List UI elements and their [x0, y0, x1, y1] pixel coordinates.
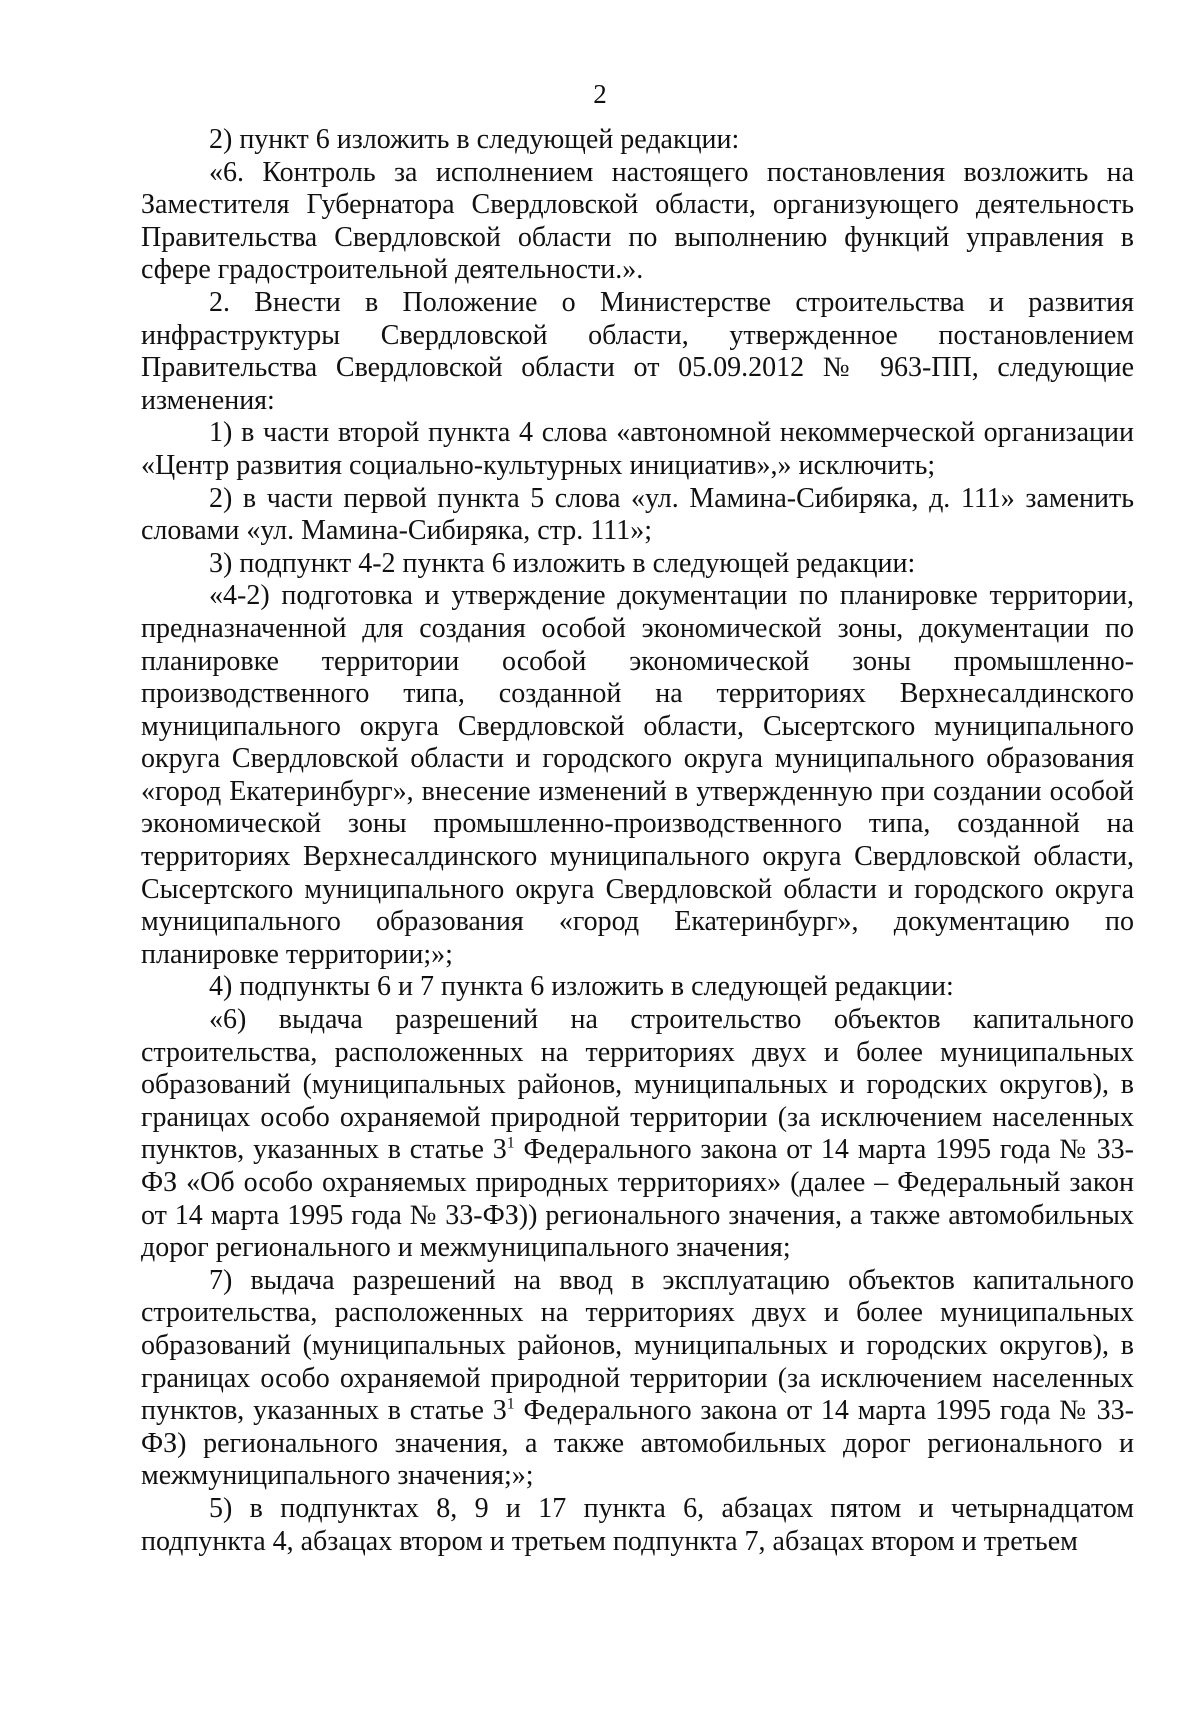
paragraph-amendment-5: 5) в подпунктах 8, 9 и 17 пункта 6, абзацах пятом и четырнадцатом подпункта 4, абзацах втором и третьем подпункта 7, абзацах втором и третьем: [141, 1492, 1134, 1557]
superscript-note: 1: [506, 1135, 515, 1153]
paragraph-subclause-6: [141, 1004, 1134, 1265]
paragraph-subclause-7: [141, 1265, 1134, 1493]
paragraph-subclause-7-text-end: Федерального закона от 14 марта 1995 года № 33-ФЗ) регионального значения, а также автомобильных дорог регионального и межмуниципального значения;»;: [141, 1395, 1135, 1492]
superscript-note: 1: [506, 1395, 515, 1413]
page-number: 2: [593, 79, 607, 109]
paragraph-subclause-6-text-end: Федерального закона от 14 марта 1995 года № 33-ФЗ «Об особо охраняемых природных территориях» (далее – Федеральный закон от 14 марта 1995 года № 33-ФЗ)) регионального значения, а также автомобильных дорог регионального и межмуниципального значения;: [141, 1134, 1135, 1264]
paragraph-amendment-1: 1) в части второй пункта 4 слова «автономной некоммерческой организации «Центр развития социально-культурных инициатив»,» исключить;: [141, 417, 1134, 481]
paragraph-subclause-7-text-start: 7) выдача разрешений на ввод в эксплуатацию объектов капитального строительства, расположенных на территориях двух и более муниципальных образований (муниципальных районов, муниципальных и городских округов), в границах особо охраняемой природной территории (за исключением населенных пунктов, указанных в статье 3: [141, 1264, 1134, 1427]
paragraph-amend-regulation: 2. Внести в Положение о Министерстве строительства и развития инфраструктуры Свердловской области, утвержденное постановлением Правительства Свердловской области от 05.09.2012 № 963-ПП, следующие изменения:: [141, 286, 1134, 416]
paragraph-amendment-4: 4) подпункты 6 и 7 пункта 6 изложить в следующей редакции:: [209, 971, 954, 1003]
paragraph-item-2-pункт-6: 2) пункт 6 изложить в следующей редакции:: [209, 124, 740, 155]
paragraph-subclause-6-text-start: «6) выдача разрешений на строительство объектов капитального строительства, расположенных на территориях двух и более муниципальных образований (муниципальных районов, муниципальных и городских округов), в границах особо охраняемой природной территории (за исключением населенных пунктов, указанных в статье 3: [141, 1004, 1134, 1166]
document-body: [141, 124, 1134, 1558]
paragraph-control-clause: «6. Контроль за исполнением настоящего постановления возложить на Заместителя Губернатора Свердловской области, организующего деятельность Правительства Свердловской области по выполнению функций управления в сфере градостроительной деятельности.».: [141, 156, 1134, 286]
paragraph-amendment-3: 3) подпункт 4-2 пункта 6 изложить в следующей редакции:: [209, 547, 916, 579]
paragraph-subclause-4-2: «4-2) подготовка и утверждение документации по планировке территории, предназначенной для создания особой экономической зоны, документации по планировке территории особой экономической зоны промышленно-производственного типа, созданной на территориях Верхнесалдинского муниципального округа Свердловской области, Сысертского муниципального округа Свердловской области и городского округа муниципального образования «город Екатеринбург», внесение изменений в утвержденную при создании особой экономической зоны промышленно-производственного типа, созданной на территориях Верхнесалдинского муниципального округа Свердловской области, Сысертского муниципального округа Свердловской области и городского округа муниципального образования «город Екатеринбург», документацию по планировке территории;»;: [141, 580, 1134, 970]
paragraph-amendment-2: 2) в части первой пункта 5 слова «ул. Мамина-Сибиряка, д. 111» заменить словами «ул. Мамина-Сибиряка, стр. 111»;: [141, 482, 1134, 547]
